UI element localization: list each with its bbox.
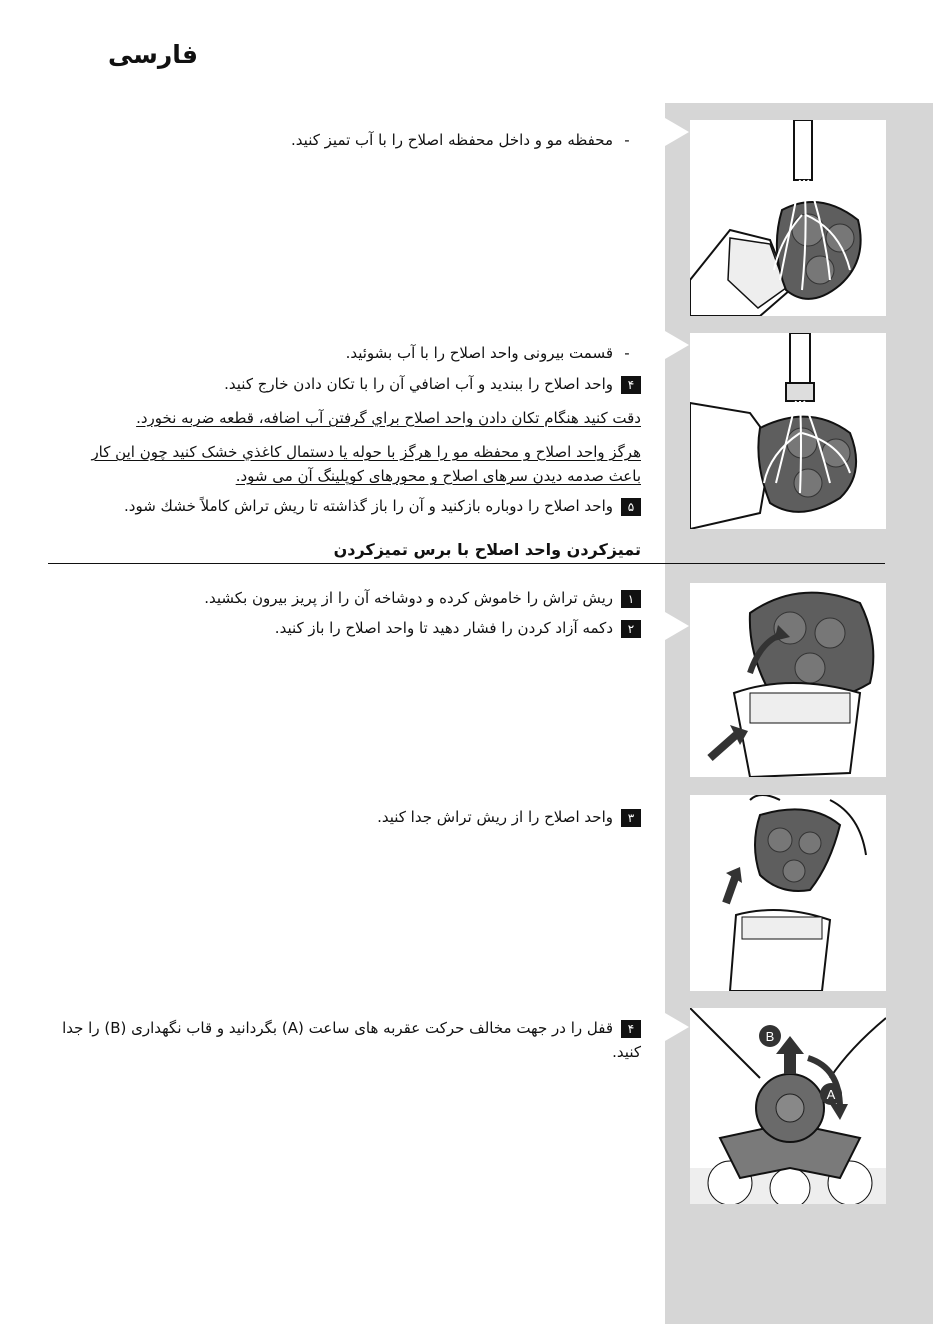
step-line (291, 128, 641, 152)
label-a: A (826, 1087, 836, 1102)
illustration-pointer (665, 331, 689, 359)
step-number: ۴ (621, 376, 641, 394)
step-marker: - (624, 131, 630, 149)
label-b: B (765, 1029, 775, 1044)
step-text: واحد اصلاح را دوباره بازکنید و آن را باز گذاشته تا ریش تراش کاملاً خشك شود. (124, 497, 613, 515)
step-number: ۳ (621, 809, 641, 827)
step-number: ۵ (621, 498, 641, 516)
step-text: محفظه مو و داخل محفظه اصلاح را با آب تمیز کنید. (291, 131, 613, 149)
step-text: واحد اصلاح را از ریش تراش جدا کنید. (377, 808, 613, 826)
step-line (275, 616, 641, 640)
illustration-pointer (665, 612, 689, 640)
section-heading: تمیزکردن واحد اصلاح با برس تمیزکردن (333, 540, 641, 559)
step-line (224, 372, 641, 396)
step-number: ۱ (621, 590, 641, 608)
illustration-release-button (690, 583, 886, 777)
step-line (51, 1016, 641, 1064)
section-divider (48, 563, 885, 564)
step-number: ۴ (621, 1020, 641, 1038)
caution-text: دقت کنید هنگام تکان دادن واحد اصلاح براي گرفتن آب اضافه، قطعه ضربه نخورد. (136, 409, 641, 427)
illustration-pointer (665, 118, 689, 146)
illustration-retaining-frame (690, 1008, 886, 1204)
illustration-pointer (665, 1013, 689, 1041)
caution-line (136, 406, 641, 430)
illustration-remove-unit (690, 795, 886, 991)
step-line (124, 494, 641, 518)
step-text: واحد اصلاح را ببندید و آب اضافي آن را با تکان دادن خارج کنید. (224, 375, 613, 393)
step-text: قفل را در جهت مخالف حرکت عقربه های ساعت (A) بگردانید و قاب نگهداری (B) را جدا کنید. (62, 1019, 641, 1061)
language-title: فارسی (107, 40, 198, 69)
step-text: قسمت بیرونی واحد اصلاح را با آب بشوئید. (345, 344, 613, 362)
step-line (346, 341, 641, 365)
illustration-rinse-chamber (690, 120, 886, 316)
warning-line (66, 440, 641, 488)
illustration-rinse-unit (690, 333, 886, 529)
step-line (204, 586, 641, 610)
warning-text: هرگز واحد اصلاح و محفظه مو را هرگز با حوله یا دستمال کاغذي خشک کنید چون این کار باعث صدمه دیدن سرهای اصلاح و محورهای کوپلینگ آن می شود. (91, 443, 641, 485)
step-line (377, 805, 641, 829)
step-text: ریش تراش را خاموش کرده و دوشاخه آن را از پریز بیرون بکشید. (204, 589, 613, 607)
step-number: ۲ (621, 620, 641, 638)
step-text: دکمه آزاد کردن را فشار دهید تا واحد اصلاح را باز کنید. (274, 619, 613, 637)
step-marker: - (624, 344, 630, 362)
